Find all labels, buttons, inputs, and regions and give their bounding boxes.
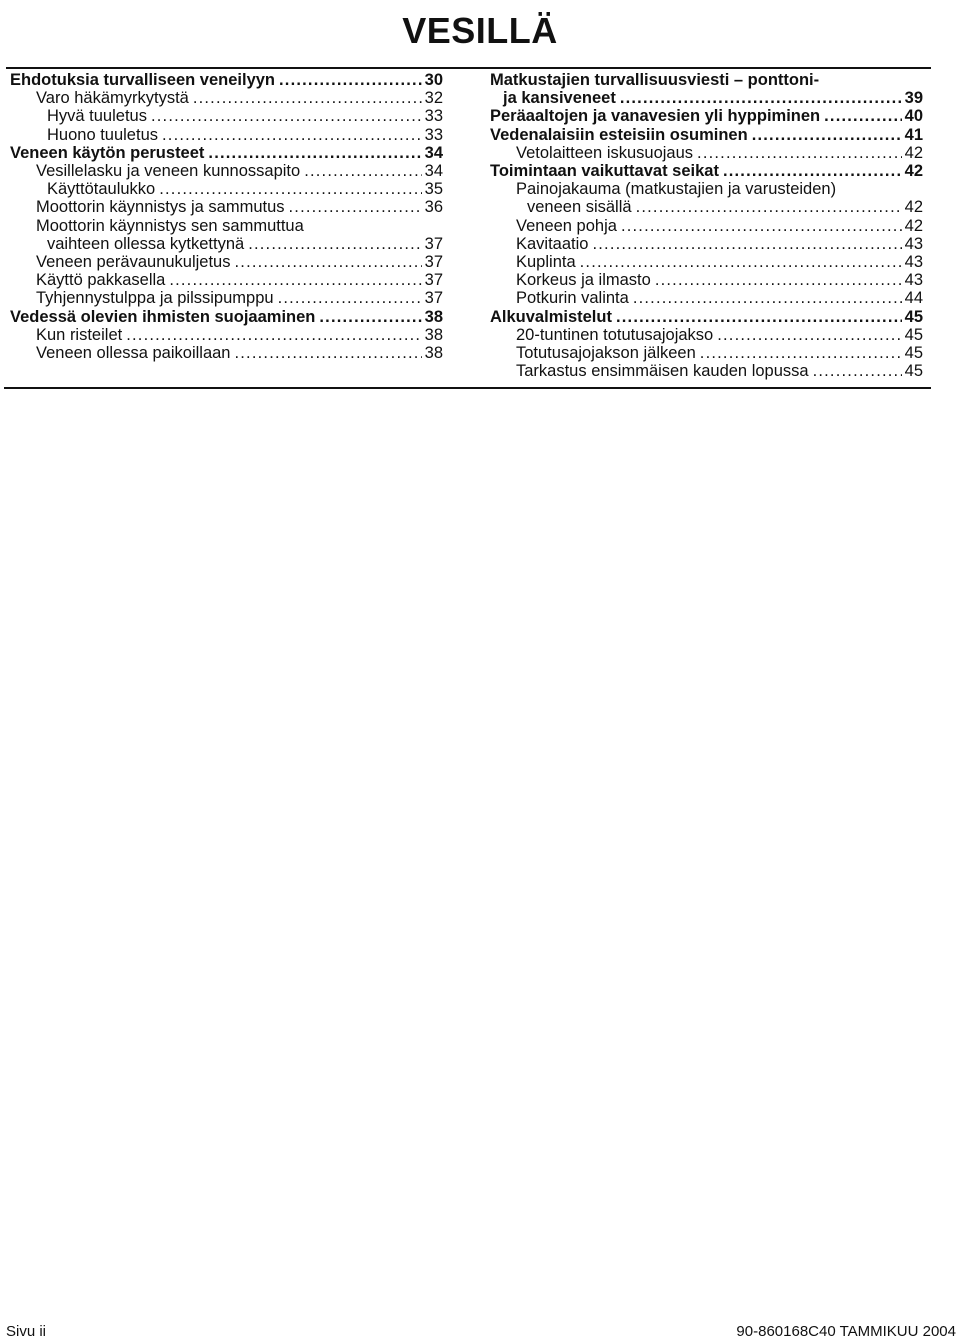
toc-dot-leader xyxy=(592,235,901,253)
toc-entry-page: 34 xyxy=(424,143,443,162)
toc-entry-page: 42 xyxy=(904,216,923,235)
toc-entry-title: Kuplinta xyxy=(516,253,576,272)
toc-entry-page: 43 xyxy=(904,234,923,253)
toc-dot-leader xyxy=(208,144,421,162)
toc-dot-leader xyxy=(636,198,902,216)
toc-entry xyxy=(490,162,923,180)
toc-dot-leader xyxy=(319,308,421,326)
toc-entry-title: Ehdotuksia turvalliseen veneilyyn xyxy=(10,71,276,89)
toc-dot-leader xyxy=(289,198,422,216)
toc-entry xyxy=(10,162,443,180)
toc-dot-leader xyxy=(278,289,422,307)
toc-dot-leader xyxy=(620,89,902,107)
toc-entry-title: Toimintaan vaikuttavat seikat xyxy=(490,162,719,181)
footer-document-id: 90-860168C40 TAMMIKUU 2004 xyxy=(736,1323,956,1340)
toc-dot-leader xyxy=(234,344,421,362)
toc-entry-page: 41 xyxy=(904,125,923,144)
toc-entry-page: 43 xyxy=(904,271,923,290)
toc-entry-page: 42 xyxy=(904,162,923,181)
toc-entry-title: Moottorin käynnistys sen sammuttua xyxy=(36,216,304,235)
toc-entry-title: Vedenalaisiin esteisiin osuminen xyxy=(490,125,748,144)
toc-dot-leader xyxy=(580,253,902,271)
toc-entry-title: Kun risteilet xyxy=(36,325,123,344)
toc-entry xyxy=(490,253,923,271)
toc-entry-page: 45 xyxy=(904,344,923,363)
footer-page-number: Sivu ii xyxy=(6,1323,47,1340)
toc-entry-title: ja kansiveneet xyxy=(503,89,616,108)
toc-dot-leader xyxy=(151,107,422,125)
toc-entry-title: Tyhjennystulppa ja pilssipumppu xyxy=(36,289,274,308)
toc-entry-title: Painojakauma (matkustajien ja varusteiden) xyxy=(516,180,837,199)
toc-dot-leader xyxy=(193,89,422,107)
toc-entry xyxy=(10,326,443,344)
toc-entry xyxy=(490,126,923,144)
toc-entry-page: 39 xyxy=(904,89,923,108)
toc-entry-page: 42 xyxy=(904,143,923,162)
toc-dot-leader xyxy=(616,308,902,326)
toc-entry-title: Tarkastus ensimmäisen kauden lopussa xyxy=(516,362,809,381)
toc-entry-page: 33 xyxy=(424,125,443,144)
toc-entry-page: 37 xyxy=(424,289,443,308)
toc-dot-leader xyxy=(169,271,421,289)
toc-entry-title: Potkurin valinta xyxy=(516,289,629,308)
toc-entry-title: Moottorin käynnistys ja sammutus xyxy=(36,198,285,217)
toc-entry-title: Vesillelasku ja veneen kunnossapito xyxy=(36,162,301,181)
toc-entry-page: 38 xyxy=(424,344,443,363)
toc-entry xyxy=(10,126,443,144)
toc-entry xyxy=(10,198,443,216)
toc-dot-leader xyxy=(162,126,422,144)
toc-entry xyxy=(490,308,923,326)
toc-entry-page: 44 xyxy=(904,289,923,308)
toc-entry-title: Veneen ollessa paikoillaan xyxy=(36,344,231,363)
toc-right-column xyxy=(490,71,923,380)
toc-entry-title: Vetolaitteen iskusuojaus xyxy=(516,143,694,162)
toc-dot-leader xyxy=(752,126,902,144)
page-title: VESILLÄ xyxy=(402,10,558,51)
toc-entry xyxy=(490,344,923,362)
toc-entry-title: Veneen käytön perusteet xyxy=(10,143,205,162)
toc-entry-title: Huono tuuletus xyxy=(47,125,158,144)
toc-entry xyxy=(490,217,923,235)
toc-entry xyxy=(490,89,923,107)
toc-entry-title: Korkeus ja ilmasto xyxy=(516,271,651,290)
toc-entry-page: 37 xyxy=(424,234,443,253)
toc-entry-title: vaihteen ollessa kytkettynä xyxy=(47,234,245,253)
toc-dot-leader xyxy=(279,71,422,89)
toc-entry xyxy=(490,326,923,344)
toc-entry-title: Käyttö pakkasella xyxy=(36,271,166,290)
toc-entry xyxy=(10,344,443,362)
toc-dot-leader xyxy=(697,144,902,162)
toc-entry xyxy=(10,271,443,289)
toc-entry-page: 32 xyxy=(424,89,443,108)
toc-entry-page: 37 xyxy=(424,271,443,290)
bottom-divider xyxy=(4,387,931,389)
toc-entry xyxy=(490,107,923,125)
toc-dot-leader xyxy=(159,180,421,198)
toc-entry xyxy=(10,144,443,162)
toc-entry-page: 40 xyxy=(904,107,923,126)
toc-entry xyxy=(10,289,443,307)
toc-entry-title: 20-tuntinen totutusajojakso xyxy=(516,325,714,344)
toc-dot-leader xyxy=(621,217,902,235)
toc-entry xyxy=(10,180,443,198)
toc-entry-title: Peräaaltojen ja vanavesien yli hyppiminen xyxy=(490,107,821,126)
toc-entry-title: Alkuvalmistelut xyxy=(490,307,612,326)
toc-entry-page: 38 xyxy=(424,325,443,344)
toc-entry-page: 43 xyxy=(904,253,923,272)
toc-entry-page: 36 xyxy=(424,198,443,217)
toc-dot-leader xyxy=(248,235,421,253)
toc-dot-leader xyxy=(126,326,421,344)
toc-entry-title: Varo häkämyrkytystä xyxy=(36,89,189,108)
toc-entry-title: veneen sisällä xyxy=(527,198,632,217)
toc-entry-page: 38 xyxy=(424,307,443,326)
toc-entry xyxy=(490,271,923,289)
toc-dot-leader xyxy=(304,162,421,180)
toc-entry xyxy=(10,71,443,89)
toc-entry xyxy=(490,144,923,162)
toc-entry-title: Totutusajojakson jälkeen xyxy=(516,344,696,363)
toc-entry xyxy=(490,71,923,89)
toc-dot-leader xyxy=(700,344,902,362)
top-divider xyxy=(6,67,931,69)
toc-entry xyxy=(490,198,923,216)
toc-entry xyxy=(10,235,443,253)
toc-left-column xyxy=(10,71,443,362)
toc-entry-title: Vedessä olevien ihmisten suojaaminen xyxy=(10,307,316,326)
toc-entry-page: 37 xyxy=(424,253,443,272)
toc-entry-page: 34 xyxy=(424,162,443,181)
toc-entry-title: Käyttötaulukko xyxy=(47,180,156,199)
toc-dot-leader xyxy=(655,271,902,289)
toc-entry-page: 45 xyxy=(904,307,923,326)
toc-entry-page: 45 xyxy=(904,362,923,381)
toc-entry-title: Matkustajien turvallisuusviesti – ponttoni- xyxy=(490,71,820,89)
toc-entry xyxy=(10,89,443,107)
toc-entry-page: 42 xyxy=(904,198,923,217)
toc-dot-leader xyxy=(723,162,902,180)
toc-entry xyxy=(490,235,923,253)
toc-entry xyxy=(490,362,923,380)
toc-dot-leader xyxy=(633,289,902,307)
toc-entry-page: 33 xyxy=(424,107,443,126)
toc-entry-title: Veneen perävaunukuljetus xyxy=(36,253,231,272)
toc-entry-page: 45 xyxy=(904,325,923,344)
toc-entry xyxy=(10,253,443,271)
toc-entry-page: 35 xyxy=(424,180,443,199)
toc-entry xyxy=(10,308,443,326)
toc-entry xyxy=(10,217,443,235)
toc-entry xyxy=(490,180,923,198)
toc-dot-leader xyxy=(717,326,901,344)
toc-entry-title: Veneen pohja xyxy=(516,216,617,235)
toc-entry-title: Hyvä tuuletus xyxy=(47,107,147,126)
toc-dot-leader xyxy=(824,107,902,125)
toc-entry-page: 30 xyxy=(424,71,443,89)
toc-entry xyxy=(490,289,923,307)
toc-entry-title: Kavitaatio xyxy=(516,234,589,253)
toc-dot-leader xyxy=(813,362,902,380)
toc-dot-leader xyxy=(235,253,422,271)
toc-entry xyxy=(10,107,443,125)
